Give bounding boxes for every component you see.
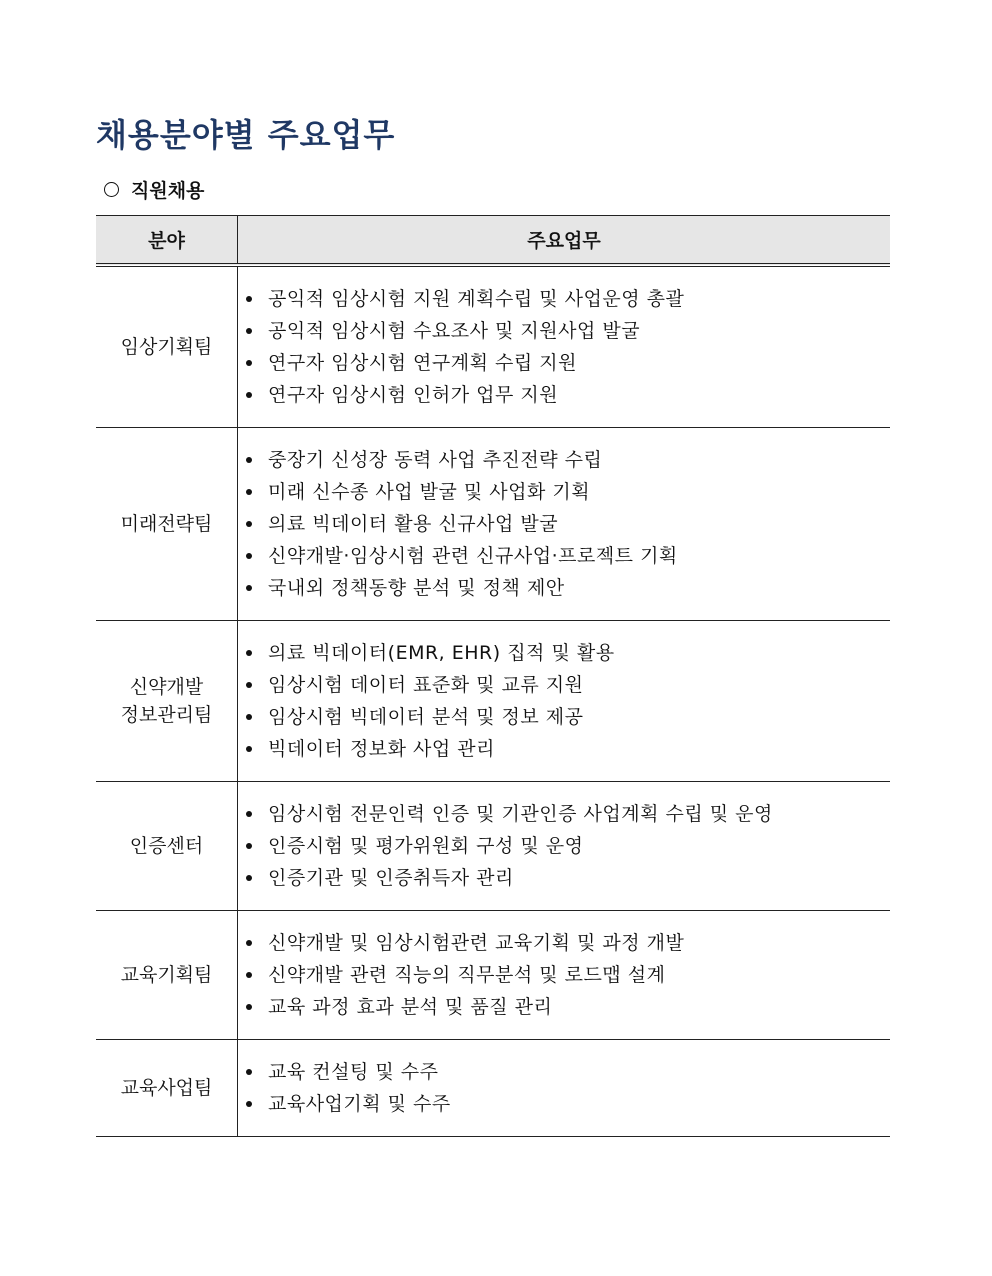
field-cell — [96, 911, 238, 1040]
duty-text: 공익적 임상시험 수요조사 및 지원사업 발굴 — [268, 320, 641, 342]
duty-text: 교육 과정 효과 분석 및 품질 관리 — [268, 996, 553, 1018]
header-duties: 주요업무 — [238, 216, 891, 266]
list-item — [246, 927, 890, 959]
bullet-icon — [246, 521, 252, 527]
bullet-icon — [246, 553, 252, 559]
duties-cell — [238, 428, 891, 621]
duty-text: 연구자 임상시험 인허가 업무 지원 — [268, 384, 559, 406]
bullet-icon — [246, 392, 252, 398]
list-item — [246, 572, 890, 604]
bullet-icon — [246, 714, 252, 720]
table-body — [96, 265, 890, 1137]
field-name: 정보관리팀 — [120, 704, 213, 726]
field-name: 교육기획팀 — [120, 964, 213, 986]
duty-text: 미래 신수종 사업 발굴 및 사업화 기획 — [268, 481, 591, 503]
list-item — [246, 733, 890, 765]
list-item — [246, 379, 890, 411]
list-item — [246, 701, 890, 733]
table-header-row — [96, 216, 890, 266]
field-name: 교육사업팀 — [120, 1077, 213, 1099]
bullet-icon — [246, 972, 252, 978]
bullet-icon — [246, 1101, 252, 1107]
bullet-icon — [246, 746, 252, 752]
list-item — [246, 959, 890, 991]
duty-text: 빅데이터 정보화 사업 관리 — [268, 738, 496, 760]
field-name: 신약개발 — [129, 676, 204, 698]
list-item — [246, 347, 890, 379]
bullet-icon — [246, 811, 252, 817]
duty-list — [246, 637, 890, 765]
duties-cell — [238, 621, 891, 782]
duty-text: 임상시험 빅데이터 분석 및 정보 제공 — [268, 706, 584, 728]
table-row — [96, 1040, 890, 1137]
bullet-icon — [246, 296, 252, 302]
bullet-icon — [246, 682, 252, 688]
list-item — [246, 862, 890, 894]
list-item — [246, 315, 890, 347]
bullet-icon — [246, 1069, 252, 1075]
table-row — [96, 265, 890, 428]
duty-text: 신약개발 및 임상시험관련 교육기획 및 과정 개발 — [268, 932, 685, 954]
header-field: 분야 — [96, 216, 238, 266]
duty-text: 국내외 정책동향 분석 및 정책 제안 — [268, 577, 565, 599]
duty-table — [96, 215, 890, 1137]
bullet-icon — [246, 940, 252, 946]
bullet-icon — [246, 585, 252, 591]
list-item — [246, 476, 890, 508]
field-cell — [96, 428, 238, 621]
list-item — [246, 1088, 890, 1120]
duty-list — [246, 283, 890, 411]
duty-text: 의료 빅데이터(EMR, EHR) 집적 및 활용 — [268, 642, 615, 664]
list-item — [246, 798, 890, 830]
list-item — [246, 508, 890, 540]
field-name: 임상기획팀 — [120, 336, 213, 358]
duty-text: 임상시험 데이터 표준화 및 교류 지원 — [268, 674, 584, 696]
bullet-icon — [246, 328, 252, 334]
duty-text: 의료 빅데이터 활용 신규사업 발굴 — [268, 513, 559, 535]
bullet-icon — [246, 360, 252, 366]
duty-text: 교육 컨설팅 및 수주 — [268, 1061, 439, 1083]
section-label: 직원채용 — [131, 180, 205, 202]
field-cell — [96, 782, 238, 911]
field-name: 미래전략팀 — [120, 513, 213, 535]
list-item — [246, 991, 890, 1023]
table-row — [96, 782, 890, 911]
duty-text: 신약개발·임상시험 관련 신규사업·프로젝트 기획 — [268, 545, 678, 567]
table-row — [96, 911, 890, 1040]
section-heading — [104, 176, 204, 203]
duty-text: 인증시험 및 평가위원회 구성 및 운영 — [268, 835, 584, 857]
list-item — [246, 540, 890, 572]
duty-text: 연구자 임상시험 연구계획 수립 지원 — [268, 352, 577, 374]
duty-list — [246, 444, 890, 604]
page-title: 채용분야별 주요업무 — [96, 116, 396, 154]
duty-text: 신약개발 관련 직능의 직무분석 및 로드맵 설계 — [268, 964, 666, 986]
bullet-icon — [246, 875, 252, 881]
duty-text: 교육사업기획 및 수주 — [268, 1093, 451, 1115]
table-row — [96, 428, 890, 621]
list-item — [246, 669, 890, 701]
bullet-icon — [246, 843, 252, 849]
list-item — [246, 444, 890, 476]
duties-cell — [238, 265, 891, 428]
duty-text: 인증기관 및 인증취득자 관리 — [268, 867, 514, 889]
list-item — [246, 283, 890, 315]
bullet-icon — [246, 650, 252, 656]
duties-cell — [238, 911, 891, 1040]
duties-cell — [238, 1040, 891, 1137]
field-name: 인증센터 — [129, 835, 204, 857]
list-item — [246, 830, 890, 862]
bullet-icon — [246, 1004, 252, 1010]
bullet-icon — [246, 489, 252, 495]
field-cell — [96, 621, 238, 782]
duty-list — [246, 798, 890, 894]
field-cell — [96, 1040, 238, 1137]
duty-text: 중장기 신성장 동력 사업 추진전략 수립 — [268, 449, 603, 471]
table-row — [96, 621, 890, 782]
field-cell — [96, 265, 238, 428]
duty-list — [246, 927, 890, 1023]
duty-text: 공익적 임상시험 지원 계획수립 및 사업운영 총괄 — [268, 288, 685, 310]
duty-list — [246, 1056, 890, 1120]
duties-cell — [238, 782, 891, 911]
circle-icon — [104, 182, 119, 197]
bullet-icon — [246, 457, 252, 463]
duty-text: 임상시험 전문인력 인증 및 기관인증 사업계획 수립 및 운영 — [268, 803, 773, 825]
list-item — [246, 1056, 890, 1088]
list-item — [246, 637, 890, 669]
